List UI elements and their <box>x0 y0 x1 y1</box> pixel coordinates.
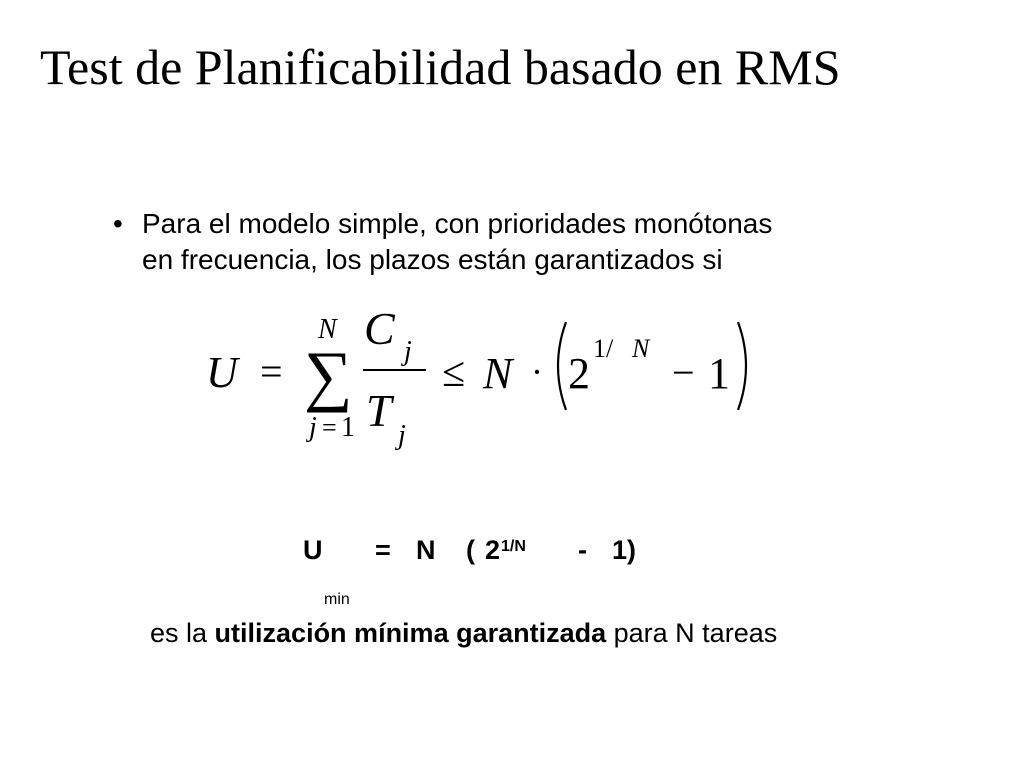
formula-sum-lower-value: 1 <box>341 412 355 443</box>
formula-sum-lower-equals: = <box>322 413 337 442</box>
formula-one: 1 <box>708 349 730 398</box>
bullet-line-2: en frecuencia, los plazos están garantizados si <box>142 244 723 275</box>
slide-title: Test de Planificabilidad basado en RMS <box>40 39 841 95</box>
umin-open-paren: ( <box>466 535 475 565</box>
formula-u: U <box>206 348 238 397</box>
conclusion-suffix: para N tareas <box>606 618 778 648</box>
bullet-line-1: Para el modelo simple, con prioridades monótonas <box>142 208 773 239</box>
formula-base: 2 <box>568 349 590 398</box>
umin-minus: - <box>578 535 587 565</box>
umin-u: U <box>303 535 323 565</box>
umin-equals: = <box>375 535 391 565</box>
formula-numerator: C <box>364 303 395 354</box>
umin-one: 1) <box>612 535 637 565</box>
formula-right-paren <box>738 322 746 410</box>
umin-exponent: 1/N <box>501 538 526 555</box>
bullet-marker: • <box>113 208 123 239</box>
conclusion-prefix: es la <box>150 618 215 648</box>
umin-base: 2 <box>485 535 501 565</box>
formula-left-paren <box>558 322 566 410</box>
bullet-point <box>113 206 933 278</box>
formula-sum-symbol: ∑ <box>304 337 353 413</box>
formula-sum-upper: N <box>318 314 337 345</box>
umin-subscript: min <box>324 591 350 608</box>
umin-n: N <box>416 535 436 565</box>
conclusion-emphasis: utilización mínima garantizada <box>214 618 607 648</box>
formula-numerator-sub: j <box>404 336 412 367</box>
formula-denominator-sub: j <box>398 420 406 451</box>
formula-minus: − <box>672 350 695 395</box>
formula-leq: ≤ <box>442 350 466 396</box>
conclusion-text <box>150 616 777 650</box>
formula-sum-lower-index: j <box>309 412 317 443</box>
formula-equals: = <box>260 349 283 394</box>
formula-denominator: T <box>366 385 392 436</box>
formula-exponent-num: 1/ <box>593 334 614 363</box>
formula-n: N <box>483 349 513 398</box>
formula-dot: · <box>531 352 543 392</box>
formula-exponent-den: N <box>632 334 650 363</box>
